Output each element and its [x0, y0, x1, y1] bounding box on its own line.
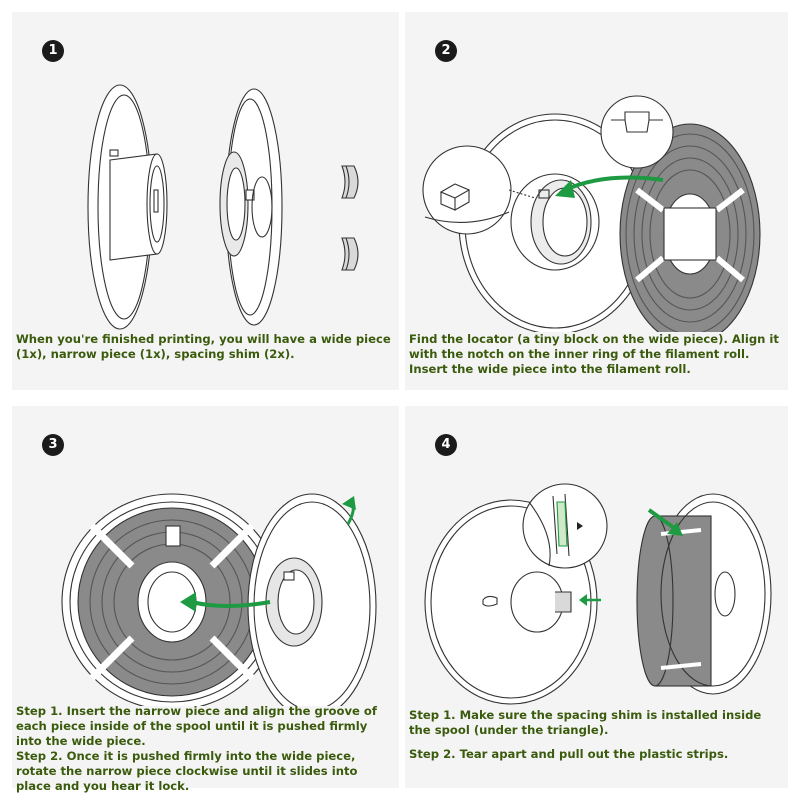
spool-parts-illustration	[12, 12, 399, 332]
step-caption-line: Step 2. Tear apart and pull out the plastic strips.	[409, 747, 729, 761]
wide-piece-icon	[88, 85, 167, 329]
insert-narrow-piece-illustration	[12, 406, 399, 706]
step-panel-3	[12, 406, 399, 793]
step-caption-line: Step 1. Make sure the spacing shim is installed inside the spool (under the triangle).	[409, 708, 762, 737]
spacing-shim-icon	[342, 166, 358, 270]
step-number-badge: 2	[435, 40, 457, 62]
step-caption: When you're finished printing, you will have a wide piece (1x), narrow piece (1x), spacing shim (2x).	[16, 332, 391, 361]
step-number-badge: 3	[42, 434, 64, 456]
shim-and-strips-illustration	[405, 406, 788, 706]
step-number-badge: 4	[435, 434, 457, 456]
insert-wide-piece-illustration	[405, 12, 788, 332]
step-panel-4	[405, 406, 788, 788]
step-caption-block	[16, 704, 393, 794]
step-number-badge: 1	[42, 40, 64, 62]
step-caption-block	[409, 708, 782, 762]
step-caption-line: Step 2. Once it is pushed firmly into the wide piece, rotate the narrow piece clockwise until it slides into place and you hear it lock.	[16, 749, 358, 793]
step-caption-line: Step 1. Insert the narrow piece and align the groove of each piece inside of the spool until it is pushed firmly into the wide piece.	[16, 704, 377, 748]
step-panel-2	[405, 12, 788, 390]
step-caption: Find the locator (a tiny block on the wide piece). Align it with the notch on the inner ring of the filament roll. Insert the wide piece into the filament roll.	[409, 332, 779, 376]
step-panel-1	[12, 12, 399, 390]
narrow-piece-icon	[220, 89, 282, 325]
